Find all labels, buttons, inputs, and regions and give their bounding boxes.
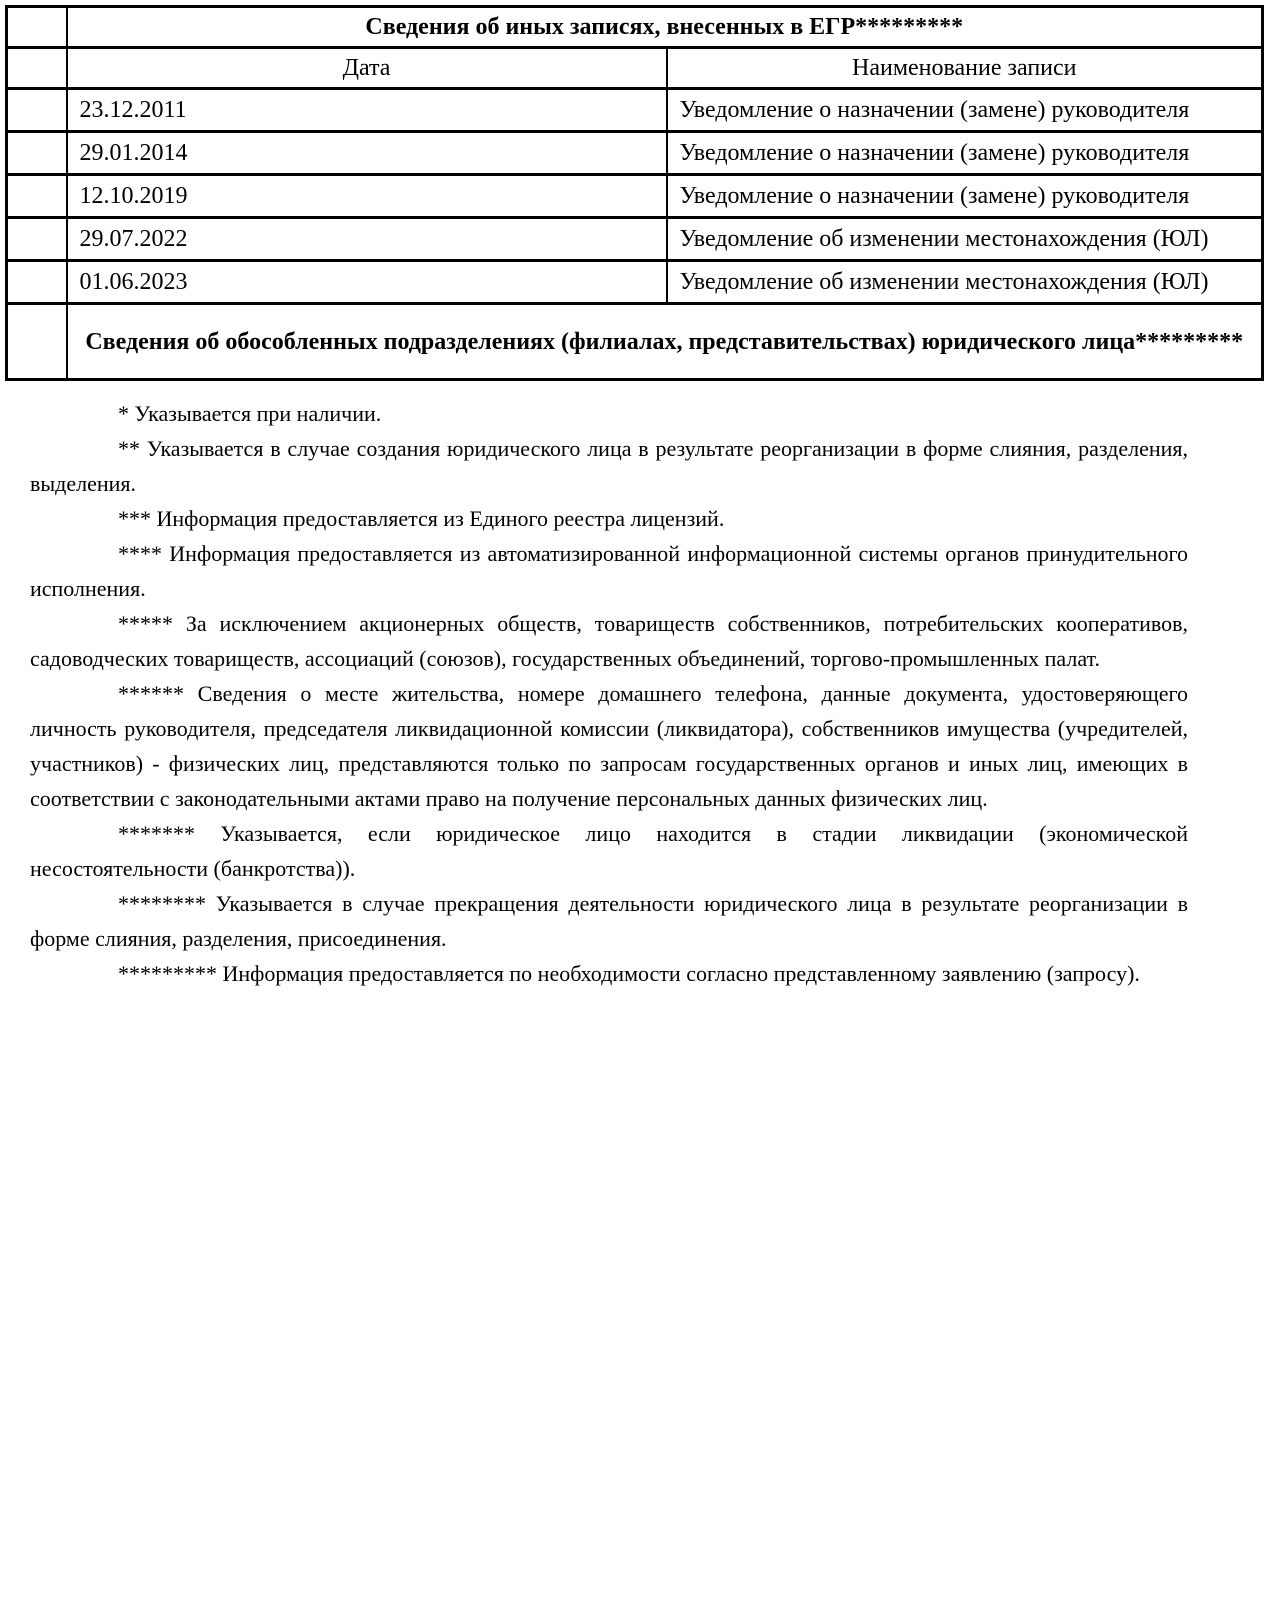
row-number-cell xyxy=(7,89,67,132)
footnote-text: Информация предоставляется по необходимости согласно представленному заявлению (запросу). xyxy=(222,961,1140,986)
table-row xyxy=(7,261,1263,304)
footnote-marker: ***** xyxy=(118,611,173,636)
footnote-marker: ****** xyxy=(118,681,184,706)
table-title: Сведения об иных записях, внесенных в ЕГР********* xyxy=(67,7,1263,48)
cell-record-name: Уведомление о назначении (замене) руководителя xyxy=(667,132,1263,175)
row-number-cell xyxy=(7,48,67,89)
cell-date: 23.12.2011 xyxy=(67,89,667,132)
row-number-cell xyxy=(7,304,67,380)
row-number-cell xyxy=(7,261,67,304)
egr-records-table xyxy=(5,5,1264,381)
footnote-text: Указывается при наличии. xyxy=(134,401,382,426)
cell-record-name: Уведомление о назначении (замене) руководителя xyxy=(667,89,1263,132)
footnote-text: Информация предоставляется из автоматизированной информационной системы органов принудительного исполнения. xyxy=(30,541,1188,601)
footnote-marker: ******* xyxy=(118,821,195,846)
footnote xyxy=(30,956,1188,991)
footnote-marker: **** xyxy=(118,541,162,566)
table-row xyxy=(7,175,1263,218)
footnote xyxy=(30,816,1188,886)
footnote-text: Указывается в случае создания юридического лица в результате реорганизации в форме слияния, разделения, выделения. xyxy=(30,436,1189,496)
table-section-title: Сведения об обособленных подразделениях (филиалах, представительствах) юридического лица********* xyxy=(67,304,1263,380)
footnote-marker: *** xyxy=(118,506,151,531)
footnote xyxy=(30,536,1188,606)
footnote-marker: ******** xyxy=(118,891,206,916)
table-row xyxy=(7,132,1263,175)
cell-date: 12.10.2019 xyxy=(67,175,667,218)
footnote xyxy=(30,606,1188,676)
footnote xyxy=(30,431,1188,501)
table-section-title-row xyxy=(7,304,1263,380)
cell-record-name: Уведомление о назначении (замене) руководителя xyxy=(667,175,1263,218)
cell-date: 29.07.2022 xyxy=(67,218,667,261)
table-title-row xyxy=(7,7,1263,48)
footnote-text: Указывается в случае прекращения деятельности юридического лица в результате реорганизации в форме слияния, разделения, присоединения. xyxy=(30,891,1189,951)
footnote-text: Указывается, если юридическое лицо находится в стадии ликвидации (экономической несостоятельности (банкротства)). xyxy=(30,821,1189,881)
footnote-marker: * xyxy=(118,401,129,426)
row-number-cell xyxy=(7,132,67,175)
footnote-marker: ** xyxy=(118,436,140,461)
table-header-row xyxy=(7,48,1263,89)
table-row xyxy=(7,218,1263,261)
cell-record-name: Уведомление об изменении местонахождения (ЮЛ) xyxy=(667,261,1263,304)
row-number-cell xyxy=(7,218,67,261)
footnote-text: За исключением акционерных обществ, товариществ собственников, потребительских кооперативов, садоводческих товариществ, ассоциаций (союзов), государственных объединений, торгово-промышленных палат. xyxy=(30,611,1189,671)
footnote xyxy=(30,676,1188,816)
footnotes-section xyxy=(30,396,1188,991)
cell-date: 29.01.2014 xyxy=(67,132,667,175)
column-header-date: Дата xyxy=(67,48,667,89)
cell-date: 01.06.2023 xyxy=(67,261,667,304)
table-row xyxy=(7,89,1263,132)
footnote xyxy=(30,886,1188,956)
row-number-cell xyxy=(7,175,67,218)
footnote xyxy=(30,396,1188,431)
footnote xyxy=(30,501,1188,536)
cell-record-name: Уведомление об изменении местонахождения (ЮЛ) xyxy=(667,218,1263,261)
row-number-cell xyxy=(7,7,67,48)
footnote-text: Информация предоставляется из Единого реестра лицензий. xyxy=(156,506,725,531)
footnote-text: Сведения о месте жительства, номере домашнего телефона, данные документа, удостоверяющего личность руководителя, председателя ликвидационной комиссии (ликвидатора), собственников имущества (учредителей, участников) - физических лиц, представляются только по запросам государственных органов и иных лиц, имеющих в соответствии с законодательными актами право на получение персональных данных физических лиц. xyxy=(30,681,1189,811)
column-header-record: Наименование записи xyxy=(667,48,1263,89)
footnote-marker: ********* xyxy=(118,961,217,986)
